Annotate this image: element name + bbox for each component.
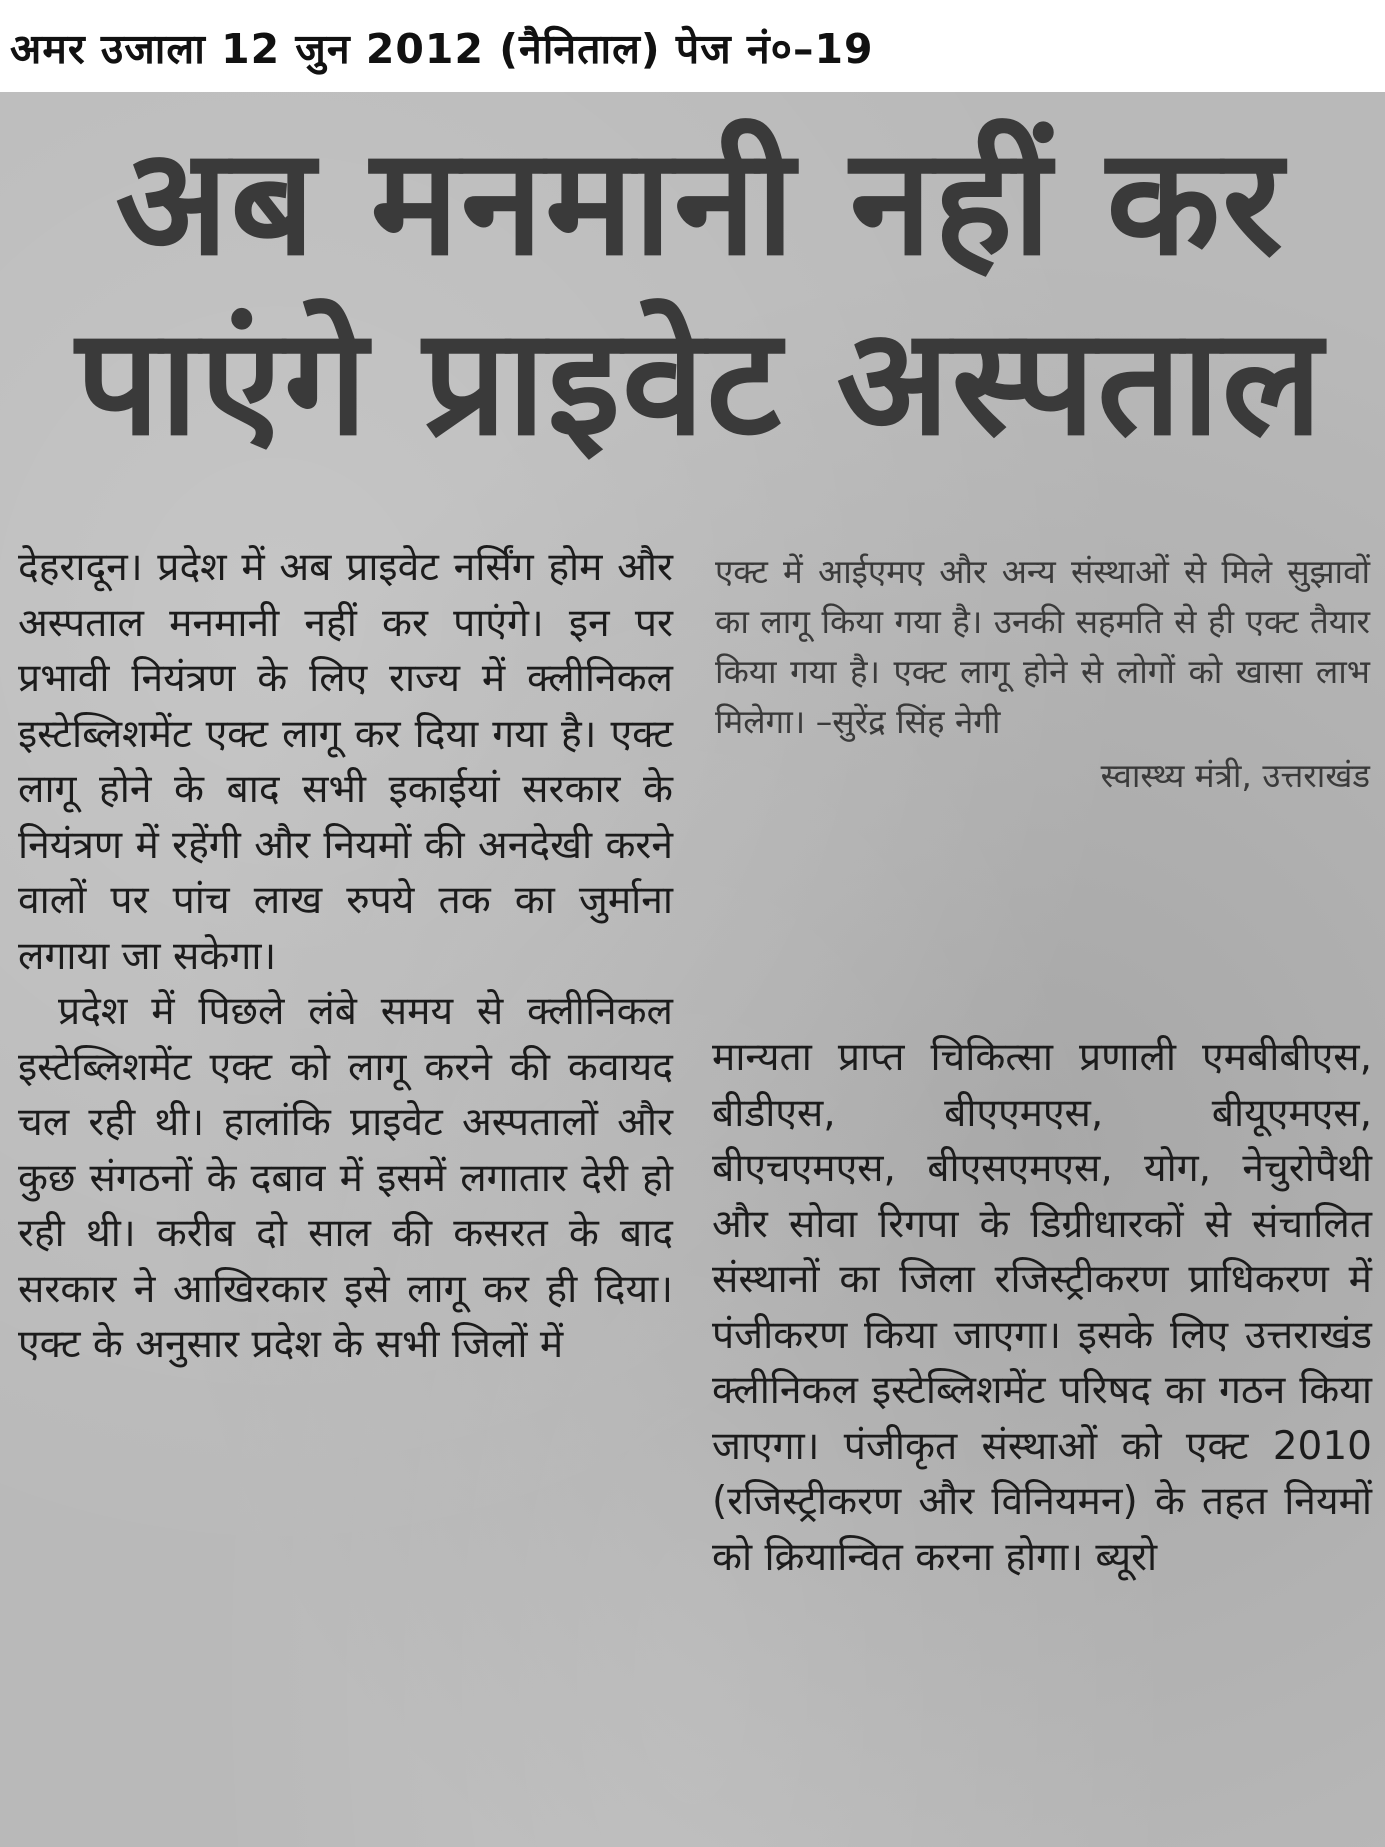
minister-quote-text: एक्ट में आईएमए और अन्य संस्थाओं से मिले सुझावों का लागू किया गया है। उनकी सहमति से ही एक्ट तैयार किया गया है। एक्ट लागू होने से लोगों को खासा लाभ मिलेगा। –सुरेंद्र सिंह नेगी — [715, 552, 1370, 741]
newspaper-masthead: अमर उजाला 12 जुन 2012 (नैनिताल) पेज नं०–19 — [10, 25, 874, 73]
article-headline — [50, 112, 1350, 472]
right-paragraph-1: मान्यता प्राप्त चिकित्सा प्रणाली एमबीबीएस, बीडीएस, बीएएमएस, बीयूएमएस, बीएचएमएस, बीएसएमएस, योग, नेचुरोपैथी और सोवा रिगपा के डिग्रीधारकों से संचालित संस्थानों का जिला रजिस्ट्रीकरण प्राधिकरण में पंजीकरण किया जाएगा। इसके लिए उत्तराखंड क्लीनिकल इस्टेब्लिशमेंट परिषद का गठन किया जाएगा। पंजीकृत संस्थाओं को एक्ट 2010 (रजिस्ट्रीकरण और विनियमन) के तहत नियमों को क्रियान्वित करना होगा। ब्यूरो — [712, 1035, 1372, 1580]
news-clipping — [0, 92, 1385, 1847]
minister-designation: स्वास्थ्य मंत्री, उत्तराखंड — [1100, 756, 1370, 795]
minister-quote-box — [715, 547, 1370, 801]
right-column — [712, 1030, 1372, 1585]
left-paragraph-2: प्रदेश में पिछले लंबे समय से क्लीनिकल इस्टेब्लिशमेंट एक्ट को लागू करने की कवायद चल रही थी। हालांकि प्राइवेट अस्पतालों और कुछ संगठनों के दबाव में इसमें लगातार देरी हो रही थी। करीब दो साल की कसरत के बाद सरकार ने आखिरकार इसे लागू कर ही दिया। एक्ट के अनुसार प्रदेश के सभी जिलों में — [18, 989, 673, 1367]
left-paragraph-1: देहरादून। प्रदेश में अब प्राइवेट नर्सिंग होम और अस्पताल मनमानी नहीं कर पाएंगे। इन पर प्रभावी नियंत्रण के लिए राज्य में क्लीनिकल इस्टेब्लिशमेंट एक्ट लागू कर दिया गया है। एक्ट लागू होने के बाद सभी इकाईयां सरकार के नियंत्रण में रहेंगी और नियमों की अनदेखी करने वालों पर पांच लाख रुपये तक का जुर्माना लगाया जा सकेगा। — [18, 545, 673, 979]
left-column — [18, 540, 673, 1373]
headline-line-2: पाएंगे प्राइवेट अस्पताल — [75, 296, 1325, 468]
headline-line-1: अब मनमानी नहीं कर — [115, 116, 1285, 288]
